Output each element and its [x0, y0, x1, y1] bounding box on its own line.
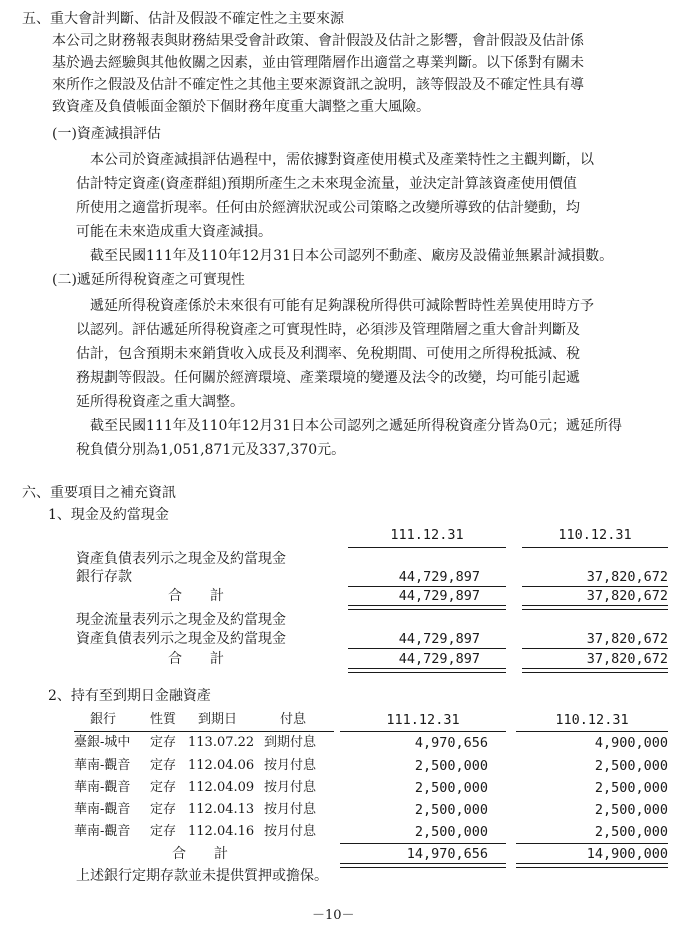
htm-value: 4,900,000	[594, 735, 668, 751]
cash-double-rule	[522, 605, 668, 610]
section5-intro-line: 基於過去經驗與其他攸關之因素，並由管理階層作出適當之專業判斷。以下係對有關未	[52, 55, 584, 71]
sub2-body-line: 截至民國111年及110年12月31日本公司認列之遞延所得稅資產分皆為0元；遞延所得	[90, 418, 622, 434]
htm-total-label: 合 計	[172, 846, 228, 862]
htm-bank: 華南-觀音	[74, 780, 131, 795]
htm-type: 定存	[150, 758, 177, 773]
cash-total-value: 37,820,672	[586, 651, 668, 667]
cash-row-label: 資產負債表列示之現金及約當現金	[76, 551, 286, 567]
section5-intro-line: 本公司之財務報表與財務結果受會計政策、會計假設及估計之影響，會計假設及估計係	[52, 33, 584, 49]
sub1-body-line: 估計特定資產(資產群組)預期所產生之未來現金流量，並決定計算該資產使用價值	[76, 176, 577, 192]
cash-value: 37,820,672	[586, 631, 668, 647]
cash-double-rule	[348, 668, 506, 673]
htm-header-type: 性質	[150, 712, 177, 727]
htm-value: 2,500,000	[594, 802, 668, 818]
htm-bank: 華南-觀音	[74, 802, 131, 817]
cash-double-rule	[348, 605, 506, 610]
htm-interest: 到期付息	[264, 735, 317, 750]
cash-total-value: 44,729,897	[398, 651, 480, 667]
htm-interest: 按月付息	[264, 824, 317, 839]
cash-value: 37,820,672	[586, 569, 668, 585]
sub2-body-line: 稅負債分別為1,051,871元及337,370元。	[76, 442, 346, 458]
htm-col-header-111: 111.12.31	[386, 712, 460, 728]
cash-double-rule	[522, 668, 668, 673]
cash-row-label: 銀行存款	[76, 569, 132, 585]
cash-header-rule	[522, 547, 668, 548]
htm-value: 2,500,000	[414, 824, 488, 840]
sub1-body-line: 所使用之適當折現率。任何由於經濟狀況或公司策略之改變所導致的估計變動，均	[76, 200, 580, 216]
htm-header-bank: 銀行	[90, 712, 117, 727]
sub1-title: (一)資產減損評估	[52, 126, 161, 142]
htm-maturity: 112.04.09	[188, 780, 255, 795]
htm-maturity: 112.04.13	[188, 802, 255, 817]
htm-header-interest: 付息	[280, 712, 307, 727]
cash-total-label: 合 計	[168, 588, 224, 604]
cash-row-label: 現金流量表列示之現金及約當現金	[76, 612, 286, 628]
htm-value: 2,500,000	[414, 758, 488, 774]
section5-intro-line: 來所作之假設及估計不確定性之其他主要來源資訊之說明，該等假設及不確定性具有導	[52, 77, 584, 93]
htm-header-rule	[516, 731, 668, 732]
cash-value: 44,729,897	[398, 569, 480, 585]
htm-maturity: 112.04.06	[188, 758, 255, 773]
section6-heading: 六、重要項目之補充資訊	[22, 485, 176, 501]
htm-type: 定存	[150, 780, 177, 795]
htm-value: 2,500,000	[594, 824, 668, 840]
cash-total-label: 合 計	[168, 651, 224, 667]
sub1-body-line: 可能在未來造成重大資產減損。	[76, 224, 272, 240]
htm-value: 2,500,000	[594, 758, 668, 774]
cash-value: 44,729,897	[398, 631, 480, 647]
htm-interest: 按月付息	[264, 780, 317, 795]
section5-intro-line: 致資產及負債帳面金額於下個財務年度重大調整之重大風險。	[52, 99, 430, 115]
cash-header-rule	[348, 547, 506, 548]
section5-heading: 五、重大會計判斷、估計及假設不確定性之主要來源	[22, 11, 344, 27]
htm-header-maturity: 到期日	[198, 712, 238, 727]
sub2-title: (二)遞延所得稅資產之可實現性	[52, 272, 245, 288]
htm-header-rule	[340, 731, 506, 732]
cash-row-label: 資產負債表列示之現金及約當現金	[76, 631, 286, 647]
cash-col-header-111: 111.12.31	[390, 527, 464, 543]
sub1-body-line: 本公司於資產減損評估過程中，需依據對資產使用模式及產業特性之主觀判斷，以	[90, 152, 594, 168]
htm-maturity: 112.04.16	[188, 824, 255, 839]
sub2-body-line: 遞延所得稅資產係於未來很有可能有足夠課稅所得供可減除暫時性差異使用時方予	[90, 298, 594, 314]
cash-table-title: 1、現金及約當現金	[48, 507, 169, 523]
htm-value: 2,500,000	[414, 802, 488, 818]
htm-col-header-110: 110.12.31	[555, 712, 629, 728]
htm-double-rule	[516, 863, 668, 868]
htm-table-title: 2、持有至到期日金融資產	[48, 688, 211, 704]
htm-type: 定存	[150, 802, 177, 817]
cash-total-value: 37,820,672	[586, 588, 668, 604]
htm-header-rule	[74, 731, 334, 732]
sub2-body-line: 延所得稅資產之重大調整。	[76, 394, 244, 410]
cash-col-header-110: 110.12.31	[558, 527, 632, 543]
page-number: －10－	[312, 908, 355, 923]
sub2-body-line: 務規劃等假設。任何關於經濟環境、產業環境的變遷及法令的改變，均可能引起遞	[76, 370, 580, 386]
htm-type: 定存	[150, 824, 177, 839]
htm-value: 4,970,656	[414, 735, 488, 751]
cash-total-value: 44,729,897	[398, 588, 480, 604]
htm-bank: 華南-觀音	[74, 824, 131, 839]
sub2-body-line: 估計，包含預期未來銷貨收入成長及利潤率、免稅期間、可使用之所得稅抵減、稅	[76, 346, 580, 362]
htm-value: 2,500,000	[414, 780, 488, 796]
htm-total-value: 14,900,000	[586, 846, 668, 862]
htm-interest: 按月付息	[264, 802, 317, 817]
htm-bank: 華南-觀音	[74, 758, 131, 773]
sub1-body-line: 截至民國111年及110年12月31日本公司認列不動產、廠房及設備並無累計減損數。	[90, 248, 614, 264]
sub2-body-line: 以認列。評估遞延所得稅資產之可實現性時，必須涉及管理階層之重大會計判斷及	[76, 322, 580, 338]
htm-double-rule	[340, 863, 506, 868]
htm-interest: 按月付息	[264, 758, 317, 773]
htm-total-value: 14,970,656	[406, 846, 488, 862]
htm-bank: 臺銀-城中	[74, 735, 131, 750]
htm-type: 定存	[150, 735, 177, 750]
htm-value: 2,500,000	[594, 780, 668, 796]
htm-maturity: 113.07.22	[188, 735, 255, 750]
htm-note: 上述銀行定期存款並未提供質押或擔保。	[76, 868, 328, 884]
